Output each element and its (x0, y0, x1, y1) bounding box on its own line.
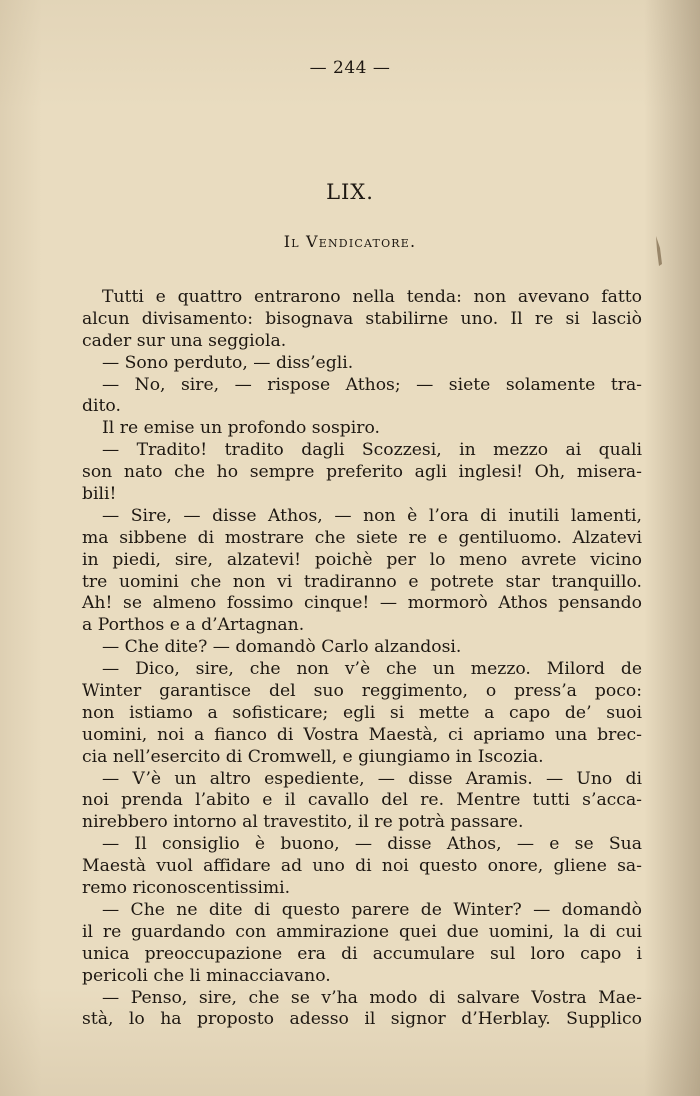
text-line: remo riconoscentissimi. (82, 878, 291, 899)
text-line: nirebbero intorno al travestito, il re potrà passare. (82, 812, 524, 833)
page-margin-mark (654, 236, 664, 266)
text-line: in piedi, sire, alzatevi! poichè per lo meno avrete vicino (82, 549, 642, 570)
text-line: — Sire, — disse Athos, — non è l’ora di inutili lamenti, (102, 505, 642, 526)
text-line: a Porthos e a d’Artagnan. (82, 615, 305, 636)
text-line: Ah! se almeno fossimo cinque! — mormorò Athos pensando (82, 593, 642, 614)
page-number: — 244 — (309, 58, 391, 78)
text-line: bili! (82, 484, 117, 505)
body-text (82, 287, 642, 1031)
text-line: — Penso, sire, che se v’ha modo di salvare Vostra Mae- (102, 987, 642, 1008)
text-line: Maestà vuol affidare ad uno di noi questo onore, gliene sa- (82, 856, 642, 877)
text-line: unica preoccupazione era di accumulare sul loro capo i (82, 943, 642, 964)
text-line: tre uomini che non vi tradiranno e potrete star tranquillo. (82, 571, 642, 592)
text-line: pericoli che li minacciavano. (82, 965, 331, 986)
text-line: alcun divisamento: bisognava stabilirne uno. Il re si lasciò (82, 308, 642, 329)
text-line: — No, sire, — rispose Athos; — siete solamente tra- (102, 374, 642, 395)
text-line: — V’è un altro espediente, — disse Aramis. — Uno di (102, 768, 642, 789)
chapter-number: LIX. (326, 180, 374, 204)
text-line: noi prenda l’abito e il cavallo del re. Mentre tutti s’acca- (82, 790, 642, 811)
text-line: — Il consiglio è buono, — disse Athos, — e se Sua (102, 834, 642, 855)
text-line: cader sur una seggiola. (82, 330, 287, 351)
text-line: — Dico, sire, che non v’è che un mezzo. Milord de (102, 659, 642, 680)
text-line: — Che ne dite di questo parere de Winter? — domandò (102, 899, 642, 920)
text-line: uomini, noi a fianco di Vostra Maestà, ci apriamo una brec- (82, 724, 642, 745)
text-line: Il re emise un profondo sospiro. (102, 418, 380, 439)
text-line: stà, lo ha proposto adesso il signor d’Herblay. Supplico (82, 1009, 642, 1030)
text-line: ma sibbene di mostrare che siete re e gentiluomo. Alzatevi (82, 527, 642, 548)
text-line: — Tradito! tradito dagli Scozzesi, in mezzo ai quali (102, 440, 642, 461)
text-line: il re guardando con ammirazione quei due uomini, la di cui (82, 921, 642, 942)
text-line: cia nell’esercito di Cromwell, e giungiamo in Iscozia. (82, 746, 544, 767)
text-line: — Che dite? — domandò Carlo alzandosi. (102, 637, 462, 658)
text-line: Tutti e quattro entrarono nella tenda: non avevano fatto (102, 287, 642, 307)
text-line: son nato che ho sempre preferito agli inglesi! Oh, misera- (82, 462, 642, 483)
text-line: — Sono perduto, — diss’egli. (102, 352, 354, 373)
text-line: dito. (82, 396, 121, 417)
chapter-title: Il Vendicatore. (283, 232, 417, 251)
text-line: non istiamo a sofisticare; egli si mette a capo de’ suoi (82, 702, 642, 723)
text-line: Winter garantisce del suo reggimento, o press’a poco: (82, 681, 642, 702)
